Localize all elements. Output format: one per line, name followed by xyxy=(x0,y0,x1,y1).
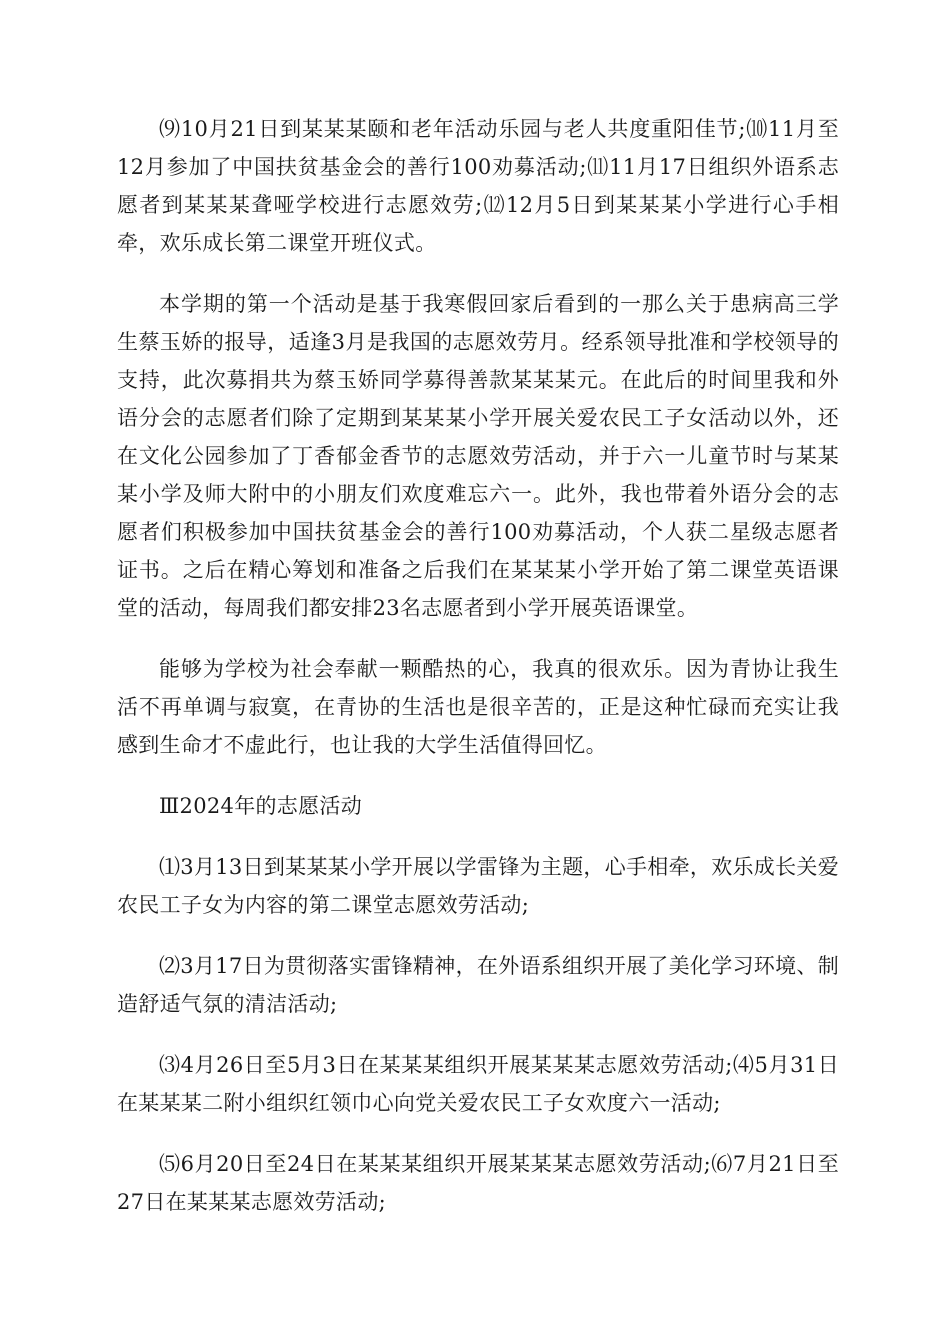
list-item: ⑸6月20日至24日在某某某组织开展某某某志愿效劳活动;⑹7月21日至27日在某某某志愿效劳活动; xyxy=(117,1152,839,1214)
section-heading: Ⅲ2024年的志愿活动 xyxy=(159,794,362,818)
list-item: ⑵3月17日为贯彻落实雷锋精神，在外语系组织开展了美化学习环境、制造舒适气氛的清洁活动; xyxy=(117,954,839,1016)
paragraph-reflection: 能够为学校为社会奉献一颗酷热的心，我真的很欢乐。因为青协让我生活不再单调与寂寞，在青协的生活也是很辛苦的，正是这种忙碌而充实让我感到生命才不虚此行，也让我的大学生活值得回忆。 xyxy=(117,657,839,757)
paragraph-activities-oct-dec: ⑼10月21日到某某某颐和老年活动乐园与老人共度重阳佳节;⑽11月至12月参加了中国扶贫基金会的善行100劝募活动;⑾11月17日组织外语系志愿者到某某某聋哑学校进行志愿效劳;⑿12月5日到某某某小学进行心手相牵，欢乐成长第二课堂开班仪式。 xyxy=(117,117,839,255)
list-item: ⑴3月13日到某某某小学开展以学雷锋为主题，心手相牵，欢乐成长关爱农民工子女为内容的第二课堂志愿效劳活动; xyxy=(117,855,839,917)
document-page xyxy=(117,110,839,1244)
list-item: ⑶4月26日至5月3日在某某某组织开展某某某志愿效劳活动;⑷5月31日在某某某二附小组织红领巾心向党关爱农民工子女欢度六一活动; xyxy=(117,1053,839,1115)
paragraph-semester-summary: 本学期的第一个活动是基于我寒假回家后看到的一那么关于患病高三学生蔡玉娇的报导，适逢3月是我国的志愿效劳月。经系领导批准和学校领导的支持，此次募捐共为蔡玉娇同学募得善款某某某元。在此后的时间里我和外语分会的志愿者们除了定期到某某某小学开展关爱农民工子女活动以外，还在文化公园参加了丁香郁金香节的志愿效劳活动，并于六一儿童节时与某某某小学及师大附中的小朋友们欢度难忘六一。此外，我也带着外语分会的志愿者们积极参加中国扶贫基金会的善行100劝募活动，个人获二星级志愿者证书。之后在精心筹划和准备之后我们在某某某小学开始了第二课堂英语课堂的活动，每周我们都安排23名志愿者到小学开展英语课堂。 xyxy=(117,292,839,620)
